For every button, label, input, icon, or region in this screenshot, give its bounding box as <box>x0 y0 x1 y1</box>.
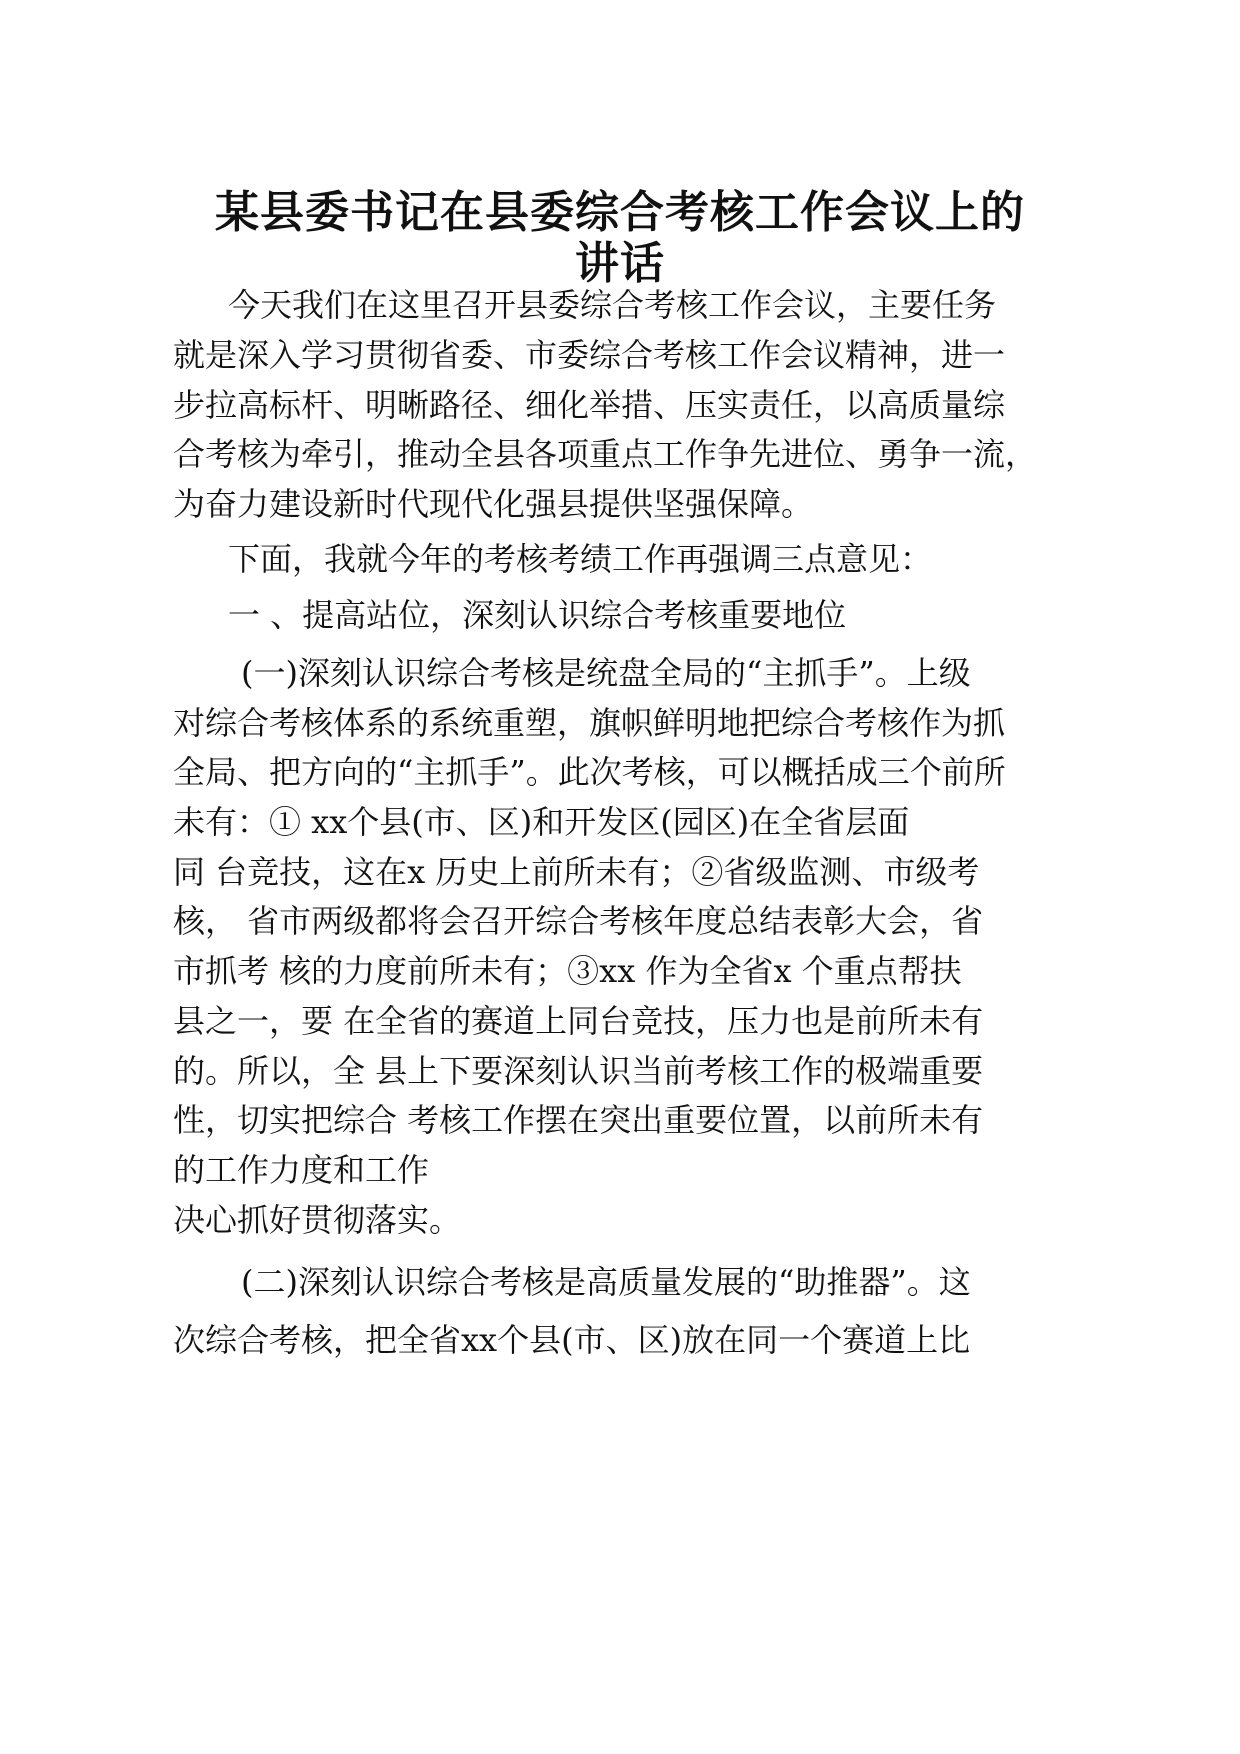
body-line-10: 全局、把方向的“主抓手”。此次考核，可以概括成三个前所 <box>173 753 1006 791</box>
body-line-8: (一)深刻认识综合考核是统盘全局的“主抓手”。上级 <box>241 654 971 692</box>
body-line-4: 合考核为牵引，推动全县各项重点工作争先进位、勇争一流， <box>173 435 1038 473</box>
body-line-13: 核， 省市两级都将会召开综合考核年度总结表彰大会，省 <box>173 902 984 940</box>
body-line-2: 就是深入学习贯彻省委、市委综合考核工作会议精神，进一 <box>173 336 1006 374</box>
body-line-16: 的。所以，全 县上下要深刻认识当前考核工作的极端重要 <box>173 1052 984 1090</box>
body-line-5: 为奋力建设新时代现代化强县提供坚强保障。 <box>173 485 814 523</box>
body-line-3: 步拉高标杆、明晰路径、细化举措、压实责任，以高质量综 <box>173 386 1006 424</box>
body-line-11: 未有：① xx个县(市、区)和开发区(园区)在全省层面 <box>173 803 910 841</box>
body-line-1: 今天我们在这里召开县委综合考核工作会议，主要任务 <box>228 286 997 324</box>
body-line-18: 的工作力度和工作 <box>173 1151 430 1189</box>
body-line-19: 决心抓好贯彻落实。 <box>173 1201 462 1239</box>
body-line-21: 次综合考核，把全省xx个县(市、区)放在同一个赛道上比 <box>173 1321 971 1359</box>
body-line-6: 下面，我就今年的考核考绩工作再强调三点意见： <box>228 540 933 578</box>
body-line-15: 县之一，要 在全省的赛道上同台竞技，压力也是前所未有 <box>173 1002 984 1040</box>
body-line-14: 市抓考 核的力度前所未有；③xx 作为全省x 个重点帮扶 <box>173 952 962 990</box>
document-title-line-1: 某县委书记在县委综合考核工作会议上的 <box>215 187 1025 238</box>
body-line-17: 性，切实把综合 考核工作摆在突出重要位置，以前所未有 <box>173 1101 984 1139</box>
body-line-12: 同 台竞技，这在x 历史上前所未有；②省级监测、市级考 <box>173 853 980 891</box>
section-heading-1: 一 、提高站位，深刻认识综合考核重要地位 <box>228 596 847 634</box>
document-title-line-2: 讲话 <box>575 238 665 289</box>
body-line-9: 对综合考核体系的系统重塑，旗帜鲜明地把综合考核作为抓 <box>173 704 1006 742</box>
body-line-20: (二)深刻认识综合考核是高质量发展的“助推器”。这 <box>241 1263 971 1301</box>
